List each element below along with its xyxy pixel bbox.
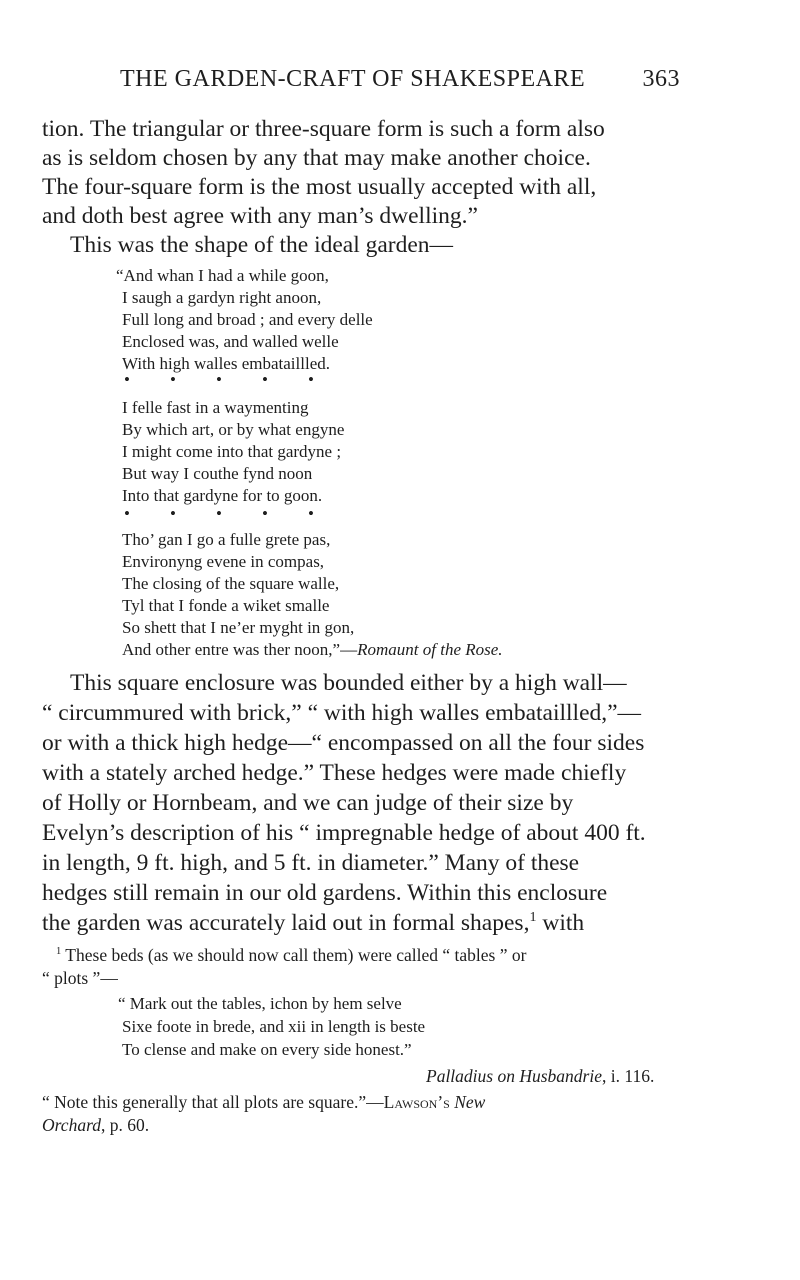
poem-line: I saugh a gardyn right anoon, [122,288,322,307]
footnote-text: , p. 60. [100,1115,150,1135]
footnote-book-title: Orchard [42,1115,101,1135]
poem-line: Into that gardyne for to goon. [122,486,323,505]
body-line: The four-square form is the most usually accepted with all, [42,174,597,200]
poem-line: With high walles embataillled. [122,354,330,373]
poem-line: The closing of the square walle, [122,574,340,593]
poem-line: Enclosed was, and walled welle [122,332,339,351]
body-text: the garden was accurately laid out in formal shapes, [42,910,530,936]
footnote-reference: 1 [529,909,537,926]
footnote-text: These beds (as we should now call them) were called “ tables ” or [61,945,527,965]
body-line: tion. The triangular or three-square form is such a form also [42,116,605,142]
poem-line: Full long and broad ; and every delle [122,310,373,329]
body-line: as is seldom chosen by any that may make another choice. [42,145,591,171]
footnote-line [56,945,526,966]
body-line: This was the shape of the ideal garden— [70,232,454,258]
footnote-source [426,1066,654,1087]
poem-source: Romaunt of the Rose. [357,640,503,659]
body-line: Evelyn’s description of his “ impregnable hedge of about 400 ft. [42,820,646,846]
poem-line: By which art, or by what engyne [122,420,345,439]
body-line: or with a thick high hedge—“ encompassed on all the four sides [42,730,645,756]
body-text: with [536,910,585,936]
footnote-verse-line: “ Mark out the tables, ichon by hem selve [118,994,402,1013]
body-line: and doth best agree with any man’s dwelling.” [42,203,478,229]
ellipsis-dots: • • • • • [124,370,314,389]
poem-line: Environyng evene in compas, [122,552,325,571]
poem-line: Tyl that I fonde a wiket smalle [122,596,330,615]
body-line: hedges still remain in our old gardens. Within this enclosure [42,880,608,906]
poem-line-text: And other entre was ther noon,”— [122,640,358,659]
poem-line: “And whan I had a while goon, [116,266,329,285]
poem-line: But way I couthe fynd noon [122,464,313,483]
body-line: of Holly or Hornbeam, and we can judge of their size by [42,790,574,816]
body-line: in length, 9 ft. high, and 5 ft. in diameter.” Many of these [42,850,580,876]
footnote-source-ref: , i. 116. [601,1066,655,1086]
poem-line: I felle fast in a waymenting [122,398,309,417]
footnote-author: Lawson’s [383,1092,450,1112]
page-number: 363 [642,66,680,92]
body-line: “ circummured with brick,” “ with high walles embataillled,”— [42,700,642,726]
footnote-verse-line: To clense and make on every side honest.” [122,1040,412,1059]
body-line: with a stately arched hedge.” These hedges were made chiefly [42,760,627,786]
poem-last-line [122,640,503,660]
poem-line: So shett that I ne’er myght in gon, [122,618,355,637]
footnote-text: “ Note this generally that all plots are square.”— [42,1092,384,1112]
footnote-verse-line: Sixe foote in brede, and xii in length is beste [122,1017,426,1036]
running-title: THE GARDEN-CRAFT OF SHAKESPEARE [120,66,586,92]
footnote-line [42,1092,485,1113]
body-line: This square enclosure was bounded either by a high wall— [70,670,627,696]
footnote-source-title: Palladius on Husbandrie [426,1066,602,1086]
poem-line: I might come into that gardyne ; [122,442,342,461]
footnote-line [42,1115,149,1136]
footnote-book-title: New [454,1092,486,1112]
footnote-line: “ plots ”— [42,968,118,988]
footnote-marker: 1 [56,946,62,958]
poem-line: Tho’ gan I go a fulle grete pas, [122,530,331,549]
ellipsis-dots: • • • • • [124,504,314,523]
body-line [42,910,584,937]
